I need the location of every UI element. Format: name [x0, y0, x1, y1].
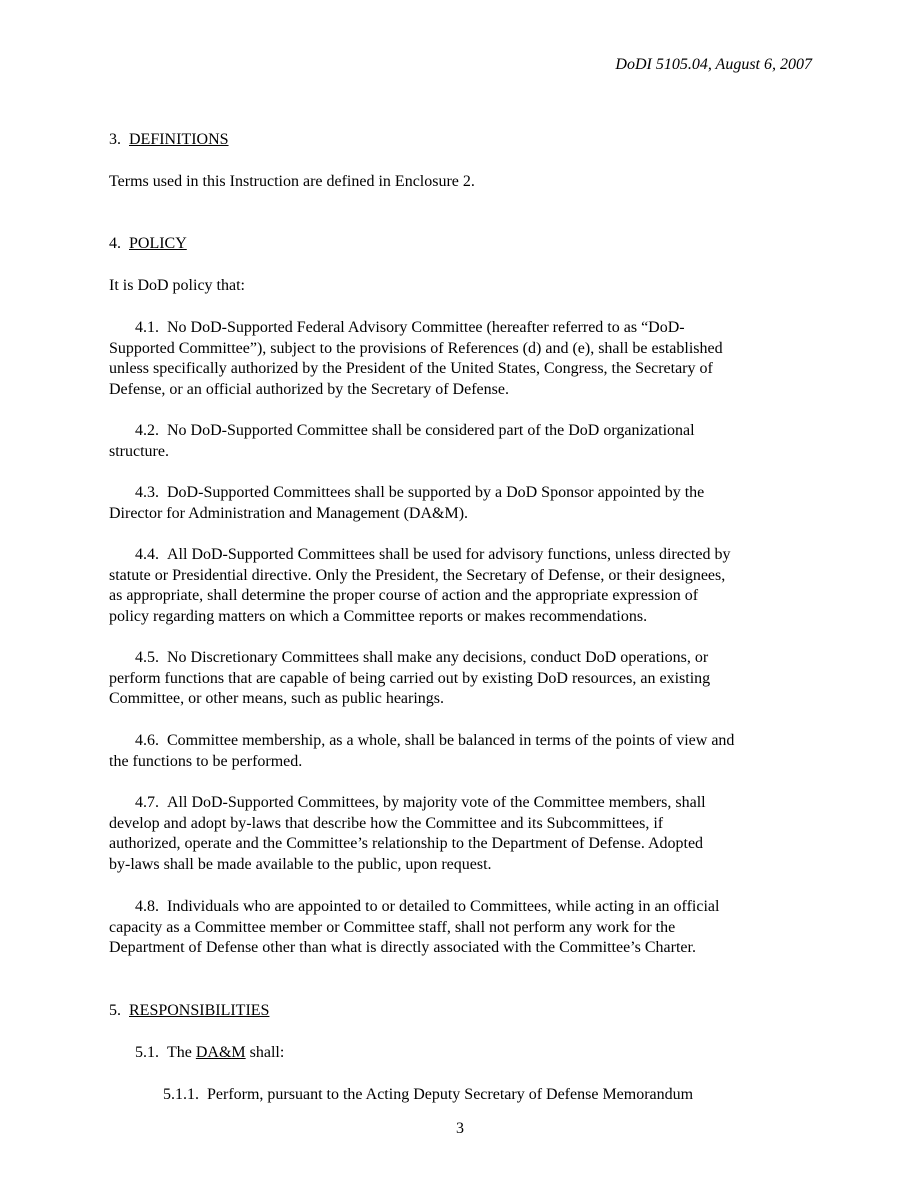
paragraph-5-1-1: 5.1.1. Perform, pursuant to the Acting Deputy Secretary of Defense Memorandum [163, 1086, 694, 1103]
paragraph-5-1: 5.1. The DA&M shall: [135, 1044, 285, 1061]
section-5-heading [109, 1001, 269, 1022]
paragraph-number: 5.1. [135, 1044, 159, 1061]
paragraph-number: 4.3. [135, 484, 159, 501]
paragraph-line: Department of Defense other than what is directly associated with the Committee’s Charter. [109, 939, 696, 957]
section-4-heading [109, 234, 187, 255]
paragraph-4-5 [109, 648, 814, 710]
paragraph-number: 4.4. [135, 546, 159, 563]
page-number: 3 [456, 1120, 464, 1137]
paragraph-line: authorized, operate and the Committee’s relationship to the Department of Defense. Adopted [109, 835, 704, 853]
paragraph-line: Defense, or an official authorized by the Secretary of Defense. [109, 380, 509, 398]
paragraph-line: 4.6. Committee membership, as a whole, shall be balanced in terms of the points of view and [135, 732, 735, 749]
paragraph-line: policy regarding matters on which a Committee reports or makes recommendations. [109, 607, 648, 625]
paragraph-line: unless specifically authorized by the President of the United States, Congress, the Secretary of [109, 360, 713, 378]
section-title: DEFINITIONS [129, 131, 229, 148]
section-title: RESPONSIBILITIES [129, 1002, 270, 1019]
paragraph-line: 4.1. No DoD-Supported Federal Advisory Committee (hereafter referred to as “DoD- [135, 319, 685, 336]
paragraph-line: Supported Committee”), subject to the provisions of References (d) and (e), shall be established [109, 339, 723, 357]
paragraph-line: 4.8. Individuals who are appointed to or detailed to Committees, while acting in an official [135, 898, 720, 915]
paragraph-number: 4.5. [135, 649, 159, 666]
paragraph-line: perform functions that are capable of being carried out by existing DoD resources, an existing [109, 669, 711, 687]
paragraph-line: capacity as a Committee member or Committee staff, shall not perform any work for the [109, 918, 676, 936]
paragraph-4-3 [109, 483, 814, 524]
paragraph-number: 5.1.1. [163, 1086, 199, 1103]
paragraph-line: 4.7. All DoD-Supported Committees, by majority vote of the Committee members, shall [135, 794, 706, 811]
section-title: POLICY [129, 235, 187, 252]
paragraph-line: the functions to be performed. [109, 752, 303, 770]
paragraph-line: develop and adopt by-laws that describe how the Committee and its Subcommittees, if [109, 814, 664, 832]
paragraph-line: 4.4. All DoD-Supported Committees shall be used for advisory functions, unless directed by [135, 546, 731, 563]
paragraph-line: 4.2. No DoD-Supported Committee shall be considered part of the DoD organizational [135, 422, 695, 439]
paragraph-line: 4.5. No Discretionary Committees shall make any decisions, conduct DoD operations, or [135, 649, 709, 666]
section-3-text: Terms used in this Instruction are defined in Enclosure 2. [109, 173, 475, 190]
paragraph-number: 4.7. [135, 794, 159, 811]
paragraph-4-1 [109, 318, 814, 400]
paragraph-line: 4.3. DoD-Supported Committees shall be supported by a DoD Sponsor appointed by the [135, 484, 705, 501]
paragraph-4-7 [109, 793, 814, 875]
paragraph-line: Committee, or other means, such as public hearings. [109, 690, 445, 708]
paragraph-number: 4.1. [135, 319, 159, 336]
section-3-heading [109, 130, 229, 151]
paragraph-number: 4.2. [135, 422, 159, 439]
paragraph-line: Director for Administration and Management (DA&M). [109, 504, 469, 522]
section-number: 4. [109, 235, 121, 252]
paragraph-line: by-laws shall be made available to the public, upon request. [109, 855, 492, 873]
paragraph-4-8 [109, 897, 814, 959]
paragraph-line: structure. [109, 442, 169, 460]
paragraph-line: as appropriate, shall determine the proper course of action and the appropriate expression of [109, 587, 699, 605]
paragraph-4-6 [109, 731, 814, 772]
section-number: 5. [109, 1002, 121, 1019]
paragraph-number: 4.6. [135, 732, 159, 749]
paragraph-4-4 [109, 545, 814, 627]
policy-intro: It is DoD policy that: [109, 277, 245, 294]
paragraph-line: statute or Presidential directive. Only the President, the Secretary of Defense, or their designees, [109, 566, 726, 584]
document-reference-header: DoDI 5105.04, August 6, 2007 [615, 56, 812, 73]
section-number: 3. [109, 131, 121, 148]
entity-underlined: DA&M [195, 1044, 246, 1061]
paragraph-4-2 [109, 421, 814, 462]
paragraph-number: 4.8. [135, 898, 159, 915]
